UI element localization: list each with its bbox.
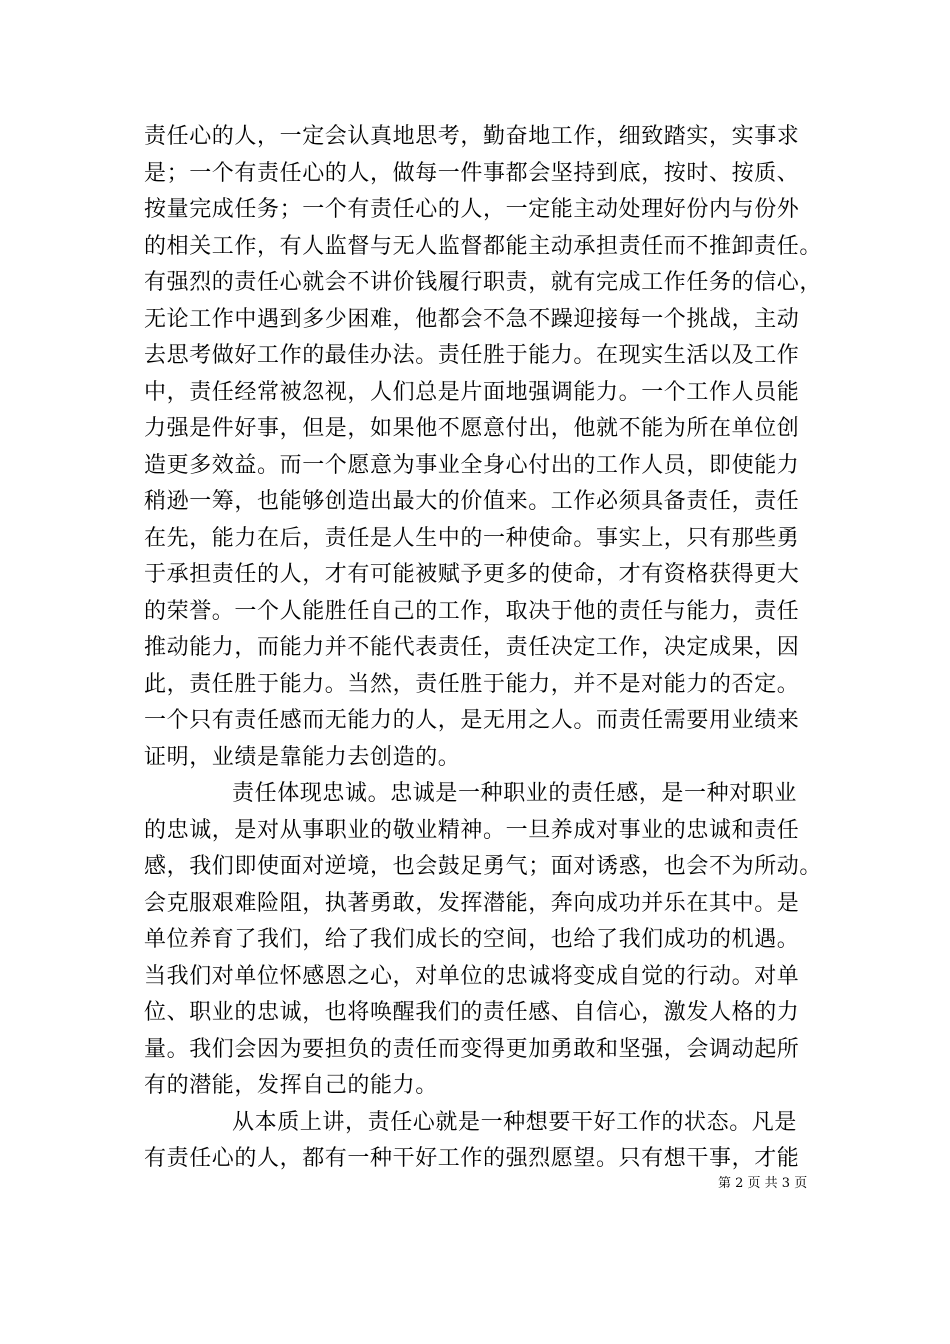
text-line: 无论工作中遇到多少困难，他都会不急不躁迎接每一个挑战，主动 xyxy=(144,306,800,332)
page-number: 第 2 页 共 3 页 xyxy=(718,1176,808,1191)
text-line: 于承担责任的人，才有可能被赋予更多的使命，才有资格获得更大 xyxy=(144,562,800,587)
text-line: 此，责任胜于能力。当然，责任胜于能力，并不是对能力的否定。 xyxy=(144,671,800,697)
text-line: 位、职业的忠诚，也将唤醒我们的责任感、自信心，激发人格的力 xyxy=(144,1000,800,1025)
text-line: 的忠诚，是对从事职业的敬业精神。一旦养成对事业的忠诚和责任 xyxy=(144,817,800,843)
text-line: 的相关工作，有人监督与无人监督都能主动承担责任而不推卸责任。 xyxy=(144,233,823,259)
text-line: 中，责任经常被忽视，人们总是片面地强调能力。一个工作人员能 xyxy=(144,379,800,405)
document-body xyxy=(144,119,823,1178)
text-line: 会克服艰难险阻，执著勇敢，发挥潜能，奔向成功并乐在其中。是 xyxy=(144,890,800,916)
text-line: 是；一个有责任心的人，做每一件事都会坚持到底，按时、按质、 xyxy=(144,160,800,186)
text-line: 推动能力，而能力并不能代表责任，责任决定工作，决定成果，因 xyxy=(144,635,800,660)
paragraph-start-line: 责任体现忠诚。忠诚是一种职业的责任感，是一种对职业 xyxy=(232,781,798,806)
text-line: 在先，能力在后，责任是人生中的一种使命。事实上，只有那些勇 xyxy=(144,525,800,551)
text-line: 有强烈的责任心就会不讲价钱履行职责，就有完成工作任务的信心， xyxy=(144,270,823,295)
text-line: 有的潜能，发挥自己的能力。 xyxy=(144,1073,438,1098)
text-line: 造更多效益。而一个愿意为事业全身心付出的工作人员，即使能力 xyxy=(144,452,800,478)
text-line: 去思考做好工作的最佳办法。责任胜于能力。在现实生活以及工作 xyxy=(144,343,800,368)
paragraph-start-line: 从本质上讲，责任心就是一种想要干好工作的状态。凡是 xyxy=(232,1109,798,1135)
text-line: 量。我们会因为要担负的责任而变得更加勇敢和坚强，会调动起所 xyxy=(144,1036,800,1062)
text-line: 稍逊一筹，也能够创造出最大的价值来。工作必须具备责任，责任 xyxy=(144,489,800,514)
text-line: 当我们对单位怀感恩之心，对单位的忠诚将变成自觉的行动。对单 xyxy=(144,963,800,989)
text-line: 有责任心的人，都有一种干好工作的强烈愿望。只有想干事，才能 xyxy=(144,1146,800,1171)
text-line: 力强是件好事，但是，如果他不愿意付出，他就不能为所在单位创 xyxy=(144,416,800,441)
text-line: 责任心的人，一定会认真地思考，勤奋地工作，细致踏实，实事求 xyxy=(144,124,800,149)
text-line: 的荣誉。一个人能胜任自己的工作，取决于他的责任与能力，责任 xyxy=(144,598,800,624)
text-line: 一个只有责任感而无能力的人，是无用之人。而责任需要用业绩来 xyxy=(144,708,800,733)
text-line: 证明，业绩是靠能力去创造的。 xyxy=(144,744,461,770)
text-line: 单位养育了我们，给了我们成长的空间，也给了我们成功的机遇。 xyxy=(144,927,800,952)
text-line: 按量完成任务；一个有责任心的人，一定能主动处理好份内与份外 xyxy=(144,197,800,222)
text-line: 感，我们即使面对逆境，也会鼓足勇气；面对诱惑，也会不为所动。 xyxy=(144,854,823,879)
